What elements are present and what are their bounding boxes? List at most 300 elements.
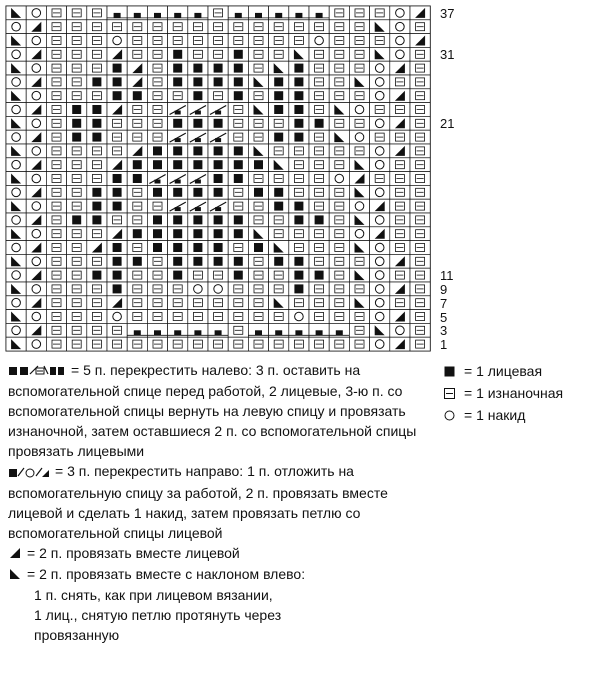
chart-cell	[269, 213, 289, 227]
chart-cell	[26, 130, 46, 144]
chart-cell	[127, 20, 147, 34]
chart-cell	[208, 75, 228, 89]
chart-cell	[6, 75, 26, 89]
chart-cell	[6, 227, 26, 241]
chart-cell	[208, 144, 228, 158]
chart-cell	[370, 116, 390, 130]
chart-cell	[269, 296, 289, 310]
chart-cell	[46, 89, 66, 103]
chart-cell	[87, 185, 107, 199]
chart-cell	[168, 213, 188, 227]
chart-cell	[329, 47, 349, 61]
chart-cell	[410, 75, 430, 89]
chart-cell	[289, 47, 309, 61]
k2tog-icon	[8, 544, 22, 564]
chart-cell	[390, 116, 410, 130]
chart-cell	[248, 199, 268, 213]
chart-cell	[127, 310, 147, 324]
chart-cell	[208, 158, 228, 172]
chart-cell	[289, 6, 309, 20]
chart-cell	[390, 89, 410, 103]
chart-cell	[269, 116, 289, 130]
chart-cell	[248, 254, 268, 268]
chart-cell	[349, 130, 369, 144]
chart-cell	[46, 199, 66, 213]
chart-cell	[168, 337, 188, 351]
chart-cell	[208, 47, 228, 61]
chart-cell	[127, 323, 147, 337]
chart-cell	[168, 172, 188, 186]
chart-cell	[228, 6, 248, 20]
chart-cell	[309, 116, 329, 130]
chart-cell	[289, 199, 309, 213]
chart-cell	[329, 20, 349, 34]
chart-cell	[228, 213, 248, 227]
chart-cell	[6, 268, 26, 282]
row-number-label: 31	[440, 47, 455, 63]
knit-square-icon	[442, 366, 456, 377]
chart-cell	[107, 199, 127, 213]
chart-cell	[107, 103, 127, 117]
chart-cell	[309, 185, 329, 199]
chart-cell	[188, 199, 208, 213]
chart-cell	[370, 20, 390, 34]
chart-cell	[46, 310, 66, 324]
chart-cell	[289, 75, 309, 89]
row-number-label: 9	[440, 282, 448, 297]
chart-cell	[370, 310, 390, 324]
chart-cell	[26, 268, 46, 282]
chart-cell	[228, 282, 248, 296]
legend-ssk: = 2 п. провязать вместе с наклоном влево: 1 п. снять, как при лицевом вязании, 1 лиц., снятую петлю протянуть через провязанную	[8, 564, 428, 645]
chart-cell	[107, 130, 127, 144]
chart-cell	[87, 268, 107, 282]
chart-cell	[410, 213, 430, 227]
chart-cell	[269, 323, 289, 337]
chart-cell	[67, 144, 87, 158]
chart-cell	[248, 61, 268, 75]
chart-cell	[67, 213, 87, 227]
chart-cell	[248, 241, 268, 255]
chart-cell	[107, 144, 127, 158]
chart-cell	[248, 34, 268, 48]
chart-cell	[188, 282, 208, 296]
chart-cell	[309, 158, 329, 172]
chart-cell	[46, 268, 66, 282]
chart-cell	[107, 158, 127, 172]
chart-cell	[269, 144, 289, 158]
chart-cell	[390, 185, 410, 199]
chart-cell	[289, 144, 309, 158]
chart-cell	[228, 185, 248, 199]
chart-cell	[309, 6, 329, 20]
chart-cell	[87, 103, 107, 117]
chart-cell	[349, 144, 369, 158]
chart-cell	[410, 268, 430, 282]
chart-cell	[410, 130, 430, 144]
chart-cell	[26, 47, 46, 61]
chart-cell	[248, 323, 268, 337]
chart-cell	[67, 61, 87, 75]
chart-cell	[208, 310, 228, 324]
chart-cell	[370, 34, 390, 48]
chart-cell	[87, 172, 107, 186]
chart-cell	[390, 213, 410, 227]
chart-cell	[269, 185, 289, 199]
chart-cell	[289, 323, 309, 337]
chart-cell	[390, 130, 410, 144]
chart-cell	[87, 61, 107, 75]
legend-knit: = 1 лицевая	[442, 360, 587, 382]
chart-cell	[67, 254, 87, 268]
chart-cell	[87, 296, 107, 310]
chart-cell	[26, 254, 46, 268]
chart-cell	[147, 296, 167, 310]
chart-cell	[390, 61, 410, 75]
chart-cell	[370, 268, 390, 282]
chart-cell	[248, 116, 268, 130]
chart-cell	[188, 172, 208, 186]
chart-cell	[188, 227, 208, 241]
chart-cell	[390, 20, 410, 34]
chart-cell	[26, 199, 46, 213]
chart-cell	[208, 199, 228, 213]
chart-cell	[6, 323, 26, 337]
chart-cell	[208, 116, 228, 130]
chart-cell	[269, 268, 289, 282]
chart-cell	[6, 61, 26, 75]
chart-cell	[147, 116, 167, 130]
chart-cell	[26, 227, 46, 241]
chart-cell	[67, 103, 87, 117]
chart-cell	[87, 323, 107, 337]
chart-cell	[147, 323, 167, 337]
chart-cell	[309, 172, 329, 186]
row-number-label: 21	[440, 116, 455, 132]
chart-cell	[269, 337, 289, 351]
chart-cell	[309, 61, 329, 75]
chart-cell	[127, 75, 147, 89]
chart-cell	[228, 254, 248, 268]
chart-cell	[208, 323, 228, 337]
chart-cell	[107, 337, 127, 351]
chart-cell	[329, 144, 349, 158]
chart-cell	[208, 103, 228, 117]
chart-cell	[289, 185, 309, 199]
chart-cell	[87, 213, 107, 227]
chart-cell	[6, 130, 26, 144]
chart-cell	[87, 130, 107, 144]
chart-cell	[147, 337, 167, 351]
chart-cell	[147, 310, 167, 324]
chart-cell	[329, 310, 349, 324]
chart-cell	[147, 130, 167, 144]
chart-cell	[248, 6, 268, 20]
chart-cell	[26, 20, 46, 34]
chart-cell	[87, 199, 107, 213]
chart-cell	[6, 254, 26, 268]
chart-cell	[87, 337, 107, 351]
chart-cell	[147, 158, 167, 172]
chart-cell	[188, 6, 208, 20]
chart-cell	[67, 337, 87, 351]
chart-cell	[46, 254, 66, 268]
chart-cell	[127, 116, 147, 130]
chart-cell	[309, 75, 329, 89]
chart-cell	[269, 47, 289, 61]
chart-cell	[329, 282, 349, 296]
chart-cell	[370, 103, 390, 117]
chart-cell	[370, 47, 390, 61]
chart-cell	[87, 241, 107, 255]
chart-cell	[67, 130, 87, 144]
chart-cell	[269, 61, 289, 75]
chart-cell	[390, 158, 410, 172]
chart-cell	[26, 6, 46, 20]
chart-cell	[410, 158, 430, 172]
chart-cell	[269, 254, 289, 268]
chart-cell	[107, 185, 127, 199]
chart-cell	[6, 6, 26, 20]
chart-cell	[188, 310, 208, 324]
chart-cell	[390, 172, 410, 186]
chart-cell	[390, 47, 410, 61]
chart-cell	[349, 227, 369, 241]
chart-cell	[127, 89, 147, 103]
chart-cell	[329, 34, 349, 48]
chart-cell	[127, 130, 147, 144]
row-number-label: 37	[440, 6, 455, 21]
chart-cell	[26, 185, 46, 199]
chart-cell	[67, 47, 87, 61]
chart-cell	[228, 20, 248, 34]
chart-cell	[168, 310, 188, 324]
chart-cell	[309, 103, 329, 117]
chart-cell	[46, 323, 66, 337]
chart-cell	[26, 144, 46, 158]
chart-cell	[46, 172, 66, 186]
chart-cell	[87, 282, 107, 296]
chart-cell	[46, 75, 66, 89]
chart-cell	[46, 282, 66, 296]
chart-cell	[107, 213, 127, 227]
chart-cell	[329, 337, 349, 351]
chart-cell	[390, 103, 410, 117]
chart-cell	[410, 323, 430, 337]
chart-cell	[349, 254, 369, 268]
chart-cell	[168, 6, 188, 20]
chart-cell	[127, 213, 147, 227]
chart-cell	[309, 268, 329, 282]
chart-cell	[26, 213, 46, 227]
chart-cell	[228, 241, 248, 255]
chart-cell	[329, 116, 349, 130]
chart-cell	[370, 144, 390, 158]
chart-cell	[26, 89, 46, 103]
chart-cell	[67, 227, 87, 241]
chart-cell	[87, 227, 107, 241]
chart-cell	[410, 20, 430, 34]
chart-cell	[168, 47, 188, 61]
chart-cell	[410, 144, 430, 158]
chart-cell	[67, 34, 87, 48]
chart-cell	[370, 282, 390, 296]
chart-cell	[370, 296, 390, 310]
chart-cell	[349, 296, 369, 310]
chart-cell	[6, 103, 26, 117]
chart-cell	[269, 158, 289, 172]
chart-cell	[87, 6, 107, 20]
chart-cell	[228, 227, 248, 241]
chart-cell	[147, 6, 167, 20]
chart-cell	[188, 268, 208, 282]
chart-cell	[390, 310, 410, 324]
chart-cell	[188, 254, 208, 268]
chart-cell	[107, 172, 127, 186]
chart-cell	[370, 254, 390, 268]
chart-cell	[228, 296, 248, 310]
chart-cell	[127, 61, 147, 75]
chart-cell	[67, 199, 87, 213]
legend-cross3: = 3 п. перекрестить направо: 1 п. отложить на вспомогательную спицу за работой, 2 п. провязать вместе лицевой и сделать 1 накид, затем провязать петлю со вспомогательной спицы лицевой	[8, 463, 388, 541]
chart-cell	[390, 241, 410, 255]
chart-cell	[147, 103, 167, 117]
chart-cell	[228, 34, 248, 48]
chart-cell	[147, 213, 167, 227]
chart-cell	[289, 254, 309, 268]
chart-cell	[289, 172, 309, 186]
chart-cell	[228, 116, 248, 130]
chart-cell	[329, 130, 349, 144]
chart-cell	[208, 6, 228, 20]
chart-cell	[147, 144, 167, 158]
chart-cell	[107, 75, 127, 89]
chart-cell	[410, 61, 430, 75]
chart-cell	[127, 103, 147, 117]
chart-cell	[349, 337, 369, 351]
chart-cell	[87, 254, 107, 268]
chart-cell	[309, 199, 329, 213]
chart-cell	[147, 241, 167, 255]
legend-cross5: = 5 п. перекрестить налево: 3 п. оставить на вспомогательной спице перед работой, 2 лицевые, 3-ю п. со вспомогательной спицы вернуть на левую спицу и провязать изнаночной, затем оставшиеся 2 п. со вспомогательной спицы провязать лицевыми	[8, 362, 417, 460]
chart-cell	[6, 241, 26, 255]
chart-cell	[67, 116, 87, 130]
chart-cell	[329, 75, 349, 89]
chart-cell	[349, 34, 369, 48]
chart-cell	[329, 241, 349, 255]
chart-cell	[26, 296, 46, 310]
chart-cell	[248, 227, 268, 241]
chart-cell	[390, 296, 410, 310]
chart-cell	[26, 172, 46, 186]
chart-cell	[26, 103, 46, 117]
chart-cell	[390, 254, 410, 268]
chart-cell	[228, 310, 248, 324]
chart-cell	[208, 20, 228, 34]
chart-cell	[329, 172, 349, 186]
chart-cell	[168, 241, 188, 255]
chart-cell	[329, 227, 349, 241]
chart-cell	[168, 116, 188, 130]
chart-cell	[188, 144, 208, 158]
chart-cell	[168, 282, 188, 296]
chart-cell	[228, 199, 248, 213]
chart-cell	[309, 20, 329, 34]
chart-cell	[147, 61, 167, 75]
chart-cell	[147, 75, 167, 89]
chart-cell	[87, 75, 107, 89]
chart-cell	[147, 227, 167, 241]
chart-cell	[269, 103, 289, 117]
chart-cell	[168, 144, 188, 158]
chart-cell	[188, 323, 208, 337]
chart-cell	[410, 103, 430, 117]
chart-cell	[309, 323, 329, 337]
chart-cell	[147, 47, 167, 61]
chart-cell	[329, 199, 349, 213]
chart-cell	[46, 227, 66, 241]
chart-cell	[208, 130, 228, 144]
chart-cell	[208, 89, 228, 103]
cross5-icon	[8, 361, 66, 381]
chart-cell	[390, 34, 410, 48]
chart-cell	[309, 227, 329, 241]
chart-cell	[127, 34, 147, 48]
chart-cell	[410, 296, 430, 310]
chart-cell	[188, 241, 208, 255]
chart-cell	[269, 172, 289, 186]
chart-cell	[188, 116, 208, 130]
chart-cell	[349, 282, 369, 296]
chart-cell	[188, 34, 208, 48]
chart-cell	[188, 337, 208, 351]
chart-cell	[188, 61, 208, 75]
chart-cell	[248, 20, 268, 34]
chart-cell	[410, 116, 430, 130]
row-number-label: 11	[440, 268, 454, 284]
chart-cell	[26, 75, 46, 89]
chart-cell	[228, 75, 248, 89]
chart-cell	[370, 185, 390, 199]
chart-cell	[228, 268, 248, 282]
chart-cell	[127, 172, 147, 186]
purl-box-icon	[442, 388, 456, 399]
chart-cell	[6, 199, 26, 213]
chart-cell	[349, 185, 369, 199]
chart-cell	[410, 227, 430, 241]
chart-cell	[329, 268, 349, 282]
chart-cell	[168, 89, 188, 103]
chart-cell	[67, 185, 87, 199]
chart-cell	[208, 61, 228, 75]
chart-cell	[248, 103, 268, 117]
chart-cell	[289, 268, 309, 282]
chart-cell	[410, 47, 430, 61]
chart-cell	[269, 75, 289, 89]
chart-cell	[228, 158, 248, 172]
chart-cell	[127, 199, 147, 213]
chart-cell	[329, 185, 349, 199]
chart-cell	[390, 75, 410, 89]
chart-cell	[349, 61, 369, 75]
chart-cell	[289, 337, 309, 351]
chart-cell	[127, 227, 147, 241]
chart-cell	[188, 20, 208, 34]
chart-cell	[46, 47, 66, 61]
chart-cell	[6, 337, 26, 351]
chart-cell	[329, 61, 349, 75]
chart-cell	[168, 254, 188, 268]
